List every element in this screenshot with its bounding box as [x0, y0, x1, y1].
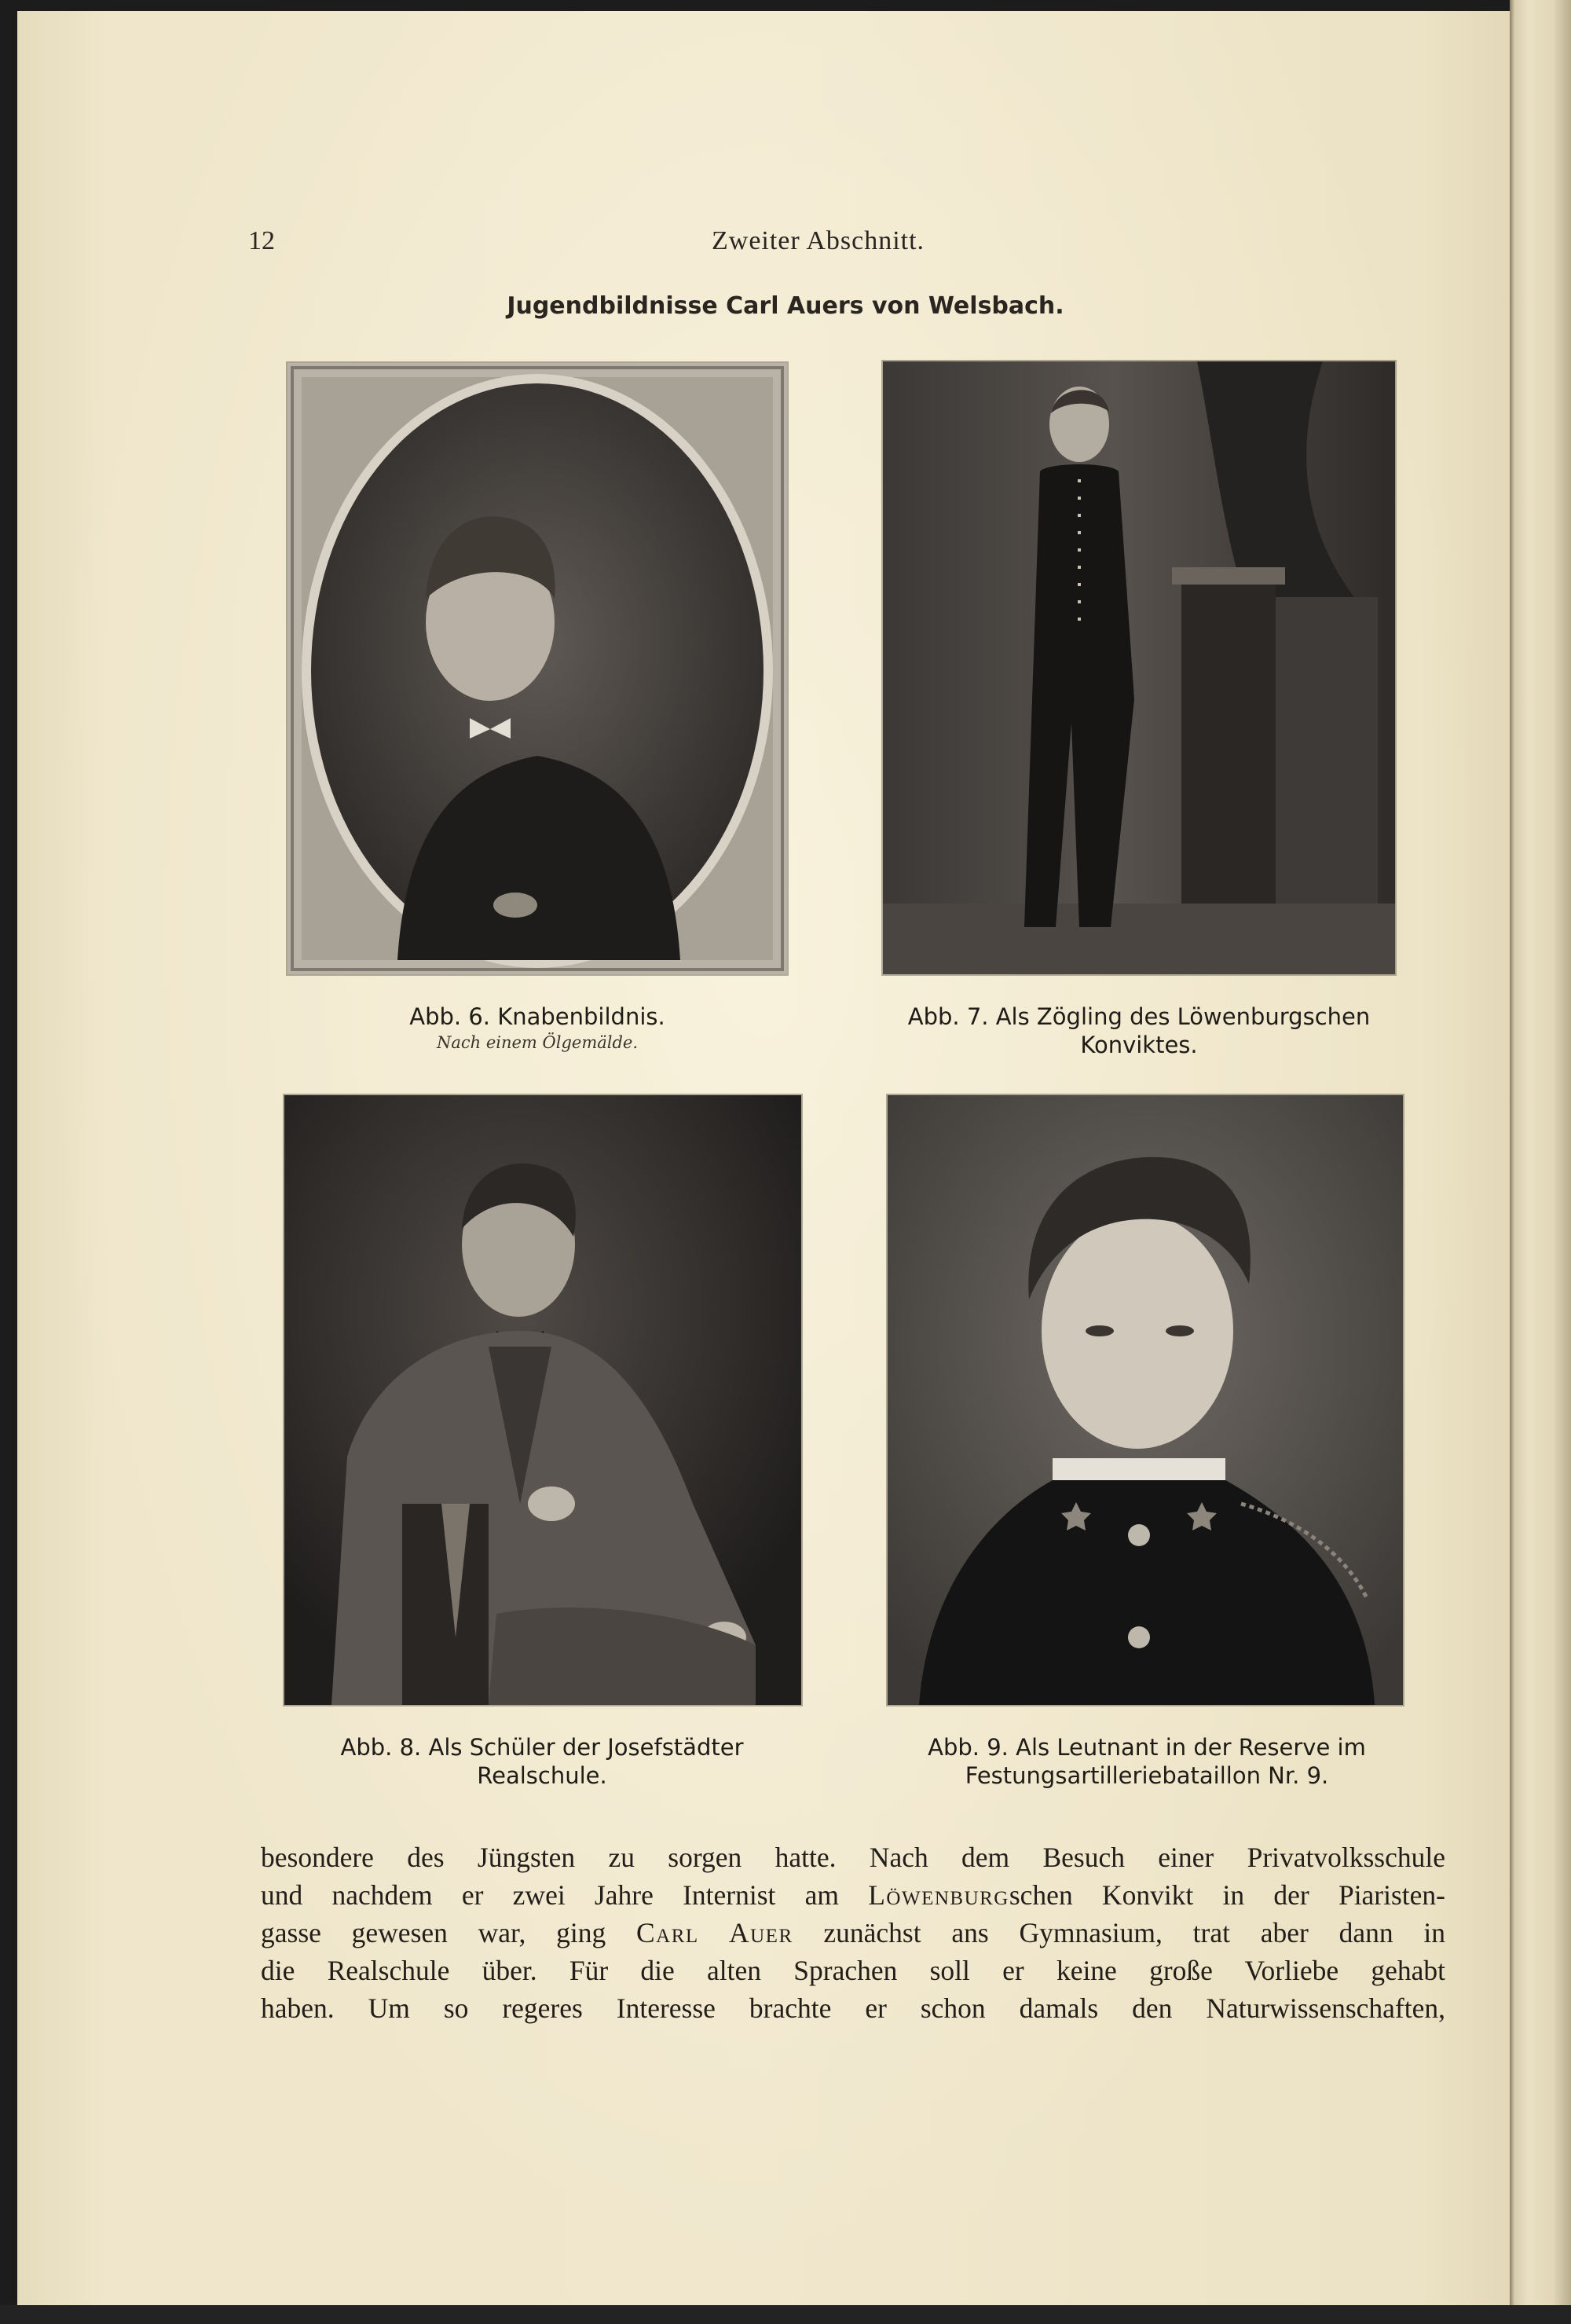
body-line-2-end: schen Konvikt in der Piaristen-	[1009, 1879, 1446, 1911]
body-line-2-start: und nachdem er zwei Jahre Internist am	[261, 1879, 869, 1911]
body-line-2	[261, 1876, 1445, 1914]
body-line-1: besondere des Jüngsten zu sorgen hatte. Nach dem Besuch einer Privatvolksschule	[261, 1842, 1445, 1873]
body-paragraph	[261, 1838, 1445, 2027]
figure-7-photo	[883, 361, 1395, 974]
figure-8-label-line1: Abb. 8. Als Schüler der Josefstädter	[340, 1734, 744, 1761]
page-number: 12	[248, 226, 275, 255]
standing-cadet-image	[883, 361, 1395, 974]
plate-heading: Jugendbildnisse Carl Auers von Welsbach.	[507, 292, 1064, 320]
body-line-3-start: gasse gewesen war, ging	[261, 1917, 636, 1948]
figure-8-photo	[284, 1095, 801, 1705]
figure-7-label-line1: Abb. 7. Als Zögling des Löwenburgschen	[907, 1003, 1371, 1030]
figure-8-label-line2: Realschule.	[477, 1762, 607, 1789]
person-name-carl-auer: Carl Auer	[636, 1917, 793, 1948]
figure-7-label-line2: Konviktes.	[1080, 1032, 1198, 1058]
page-edge	[1510, 0, 1571, 2324]
body-line-4: die Realschule über. Für die alten Sprachen soll er keine große Vorliebe gehabt	[261, 1955, 1445, 1986]
body-line-3-end: zunächst ans Gymnasium, trat aber dann in	[793, 1917, 1446, 1948]
seated-schoolboy-image	[284, 1095, 801, 1705]
lieutenant-portrait-image	[888, 1095, 1403, 1705]
figure-9-caption	[872, 1733, 1422, 1790]
running-title: Zweiter Abschnitt.	[712, 226, 925, 255]
boy-portrait-oval-image	[287, 363, 787, 974]
person-name-lowenburg: Löwenburg	[868, 1879, 1009, 1911]
scan-border	[0, 2305, 1571, 2324]
figure-9-label-line2: Festungsartilleriebataillon Nr. 9.	[965, 1762, 1329, 1789]
body-line-3	[261, 1914, 1445, 1952]
running-head	[248, 226, 1450, 266]
figure-6-photo	[287, 363, 787, 974]
figure-6-caption	[287, 1003, 787, 1054]
body-line-5: haben. Um so regeres Interesse brachte er schon damals den Naturwissenschaften,	[261, 1992, 1445, 2024]
figure-6-label: Abb. 6. Knabenbildnis.	[409, 1003, 665, 1030]
figure-7-caption	[864, 1003, 1414, 1059]
figure-9-label-line1: Abb. 9. Als Leutnant in der Reserve im	[928, 1734, 1366, 1761]
figure-9-photo	[888, 1095, 1403, 1705]
figure-6-note: Nach einem Ölgemälde.	[436, 1033, 639, 1052]
figure-8-caption	[267, 1733, 817, 1790]
